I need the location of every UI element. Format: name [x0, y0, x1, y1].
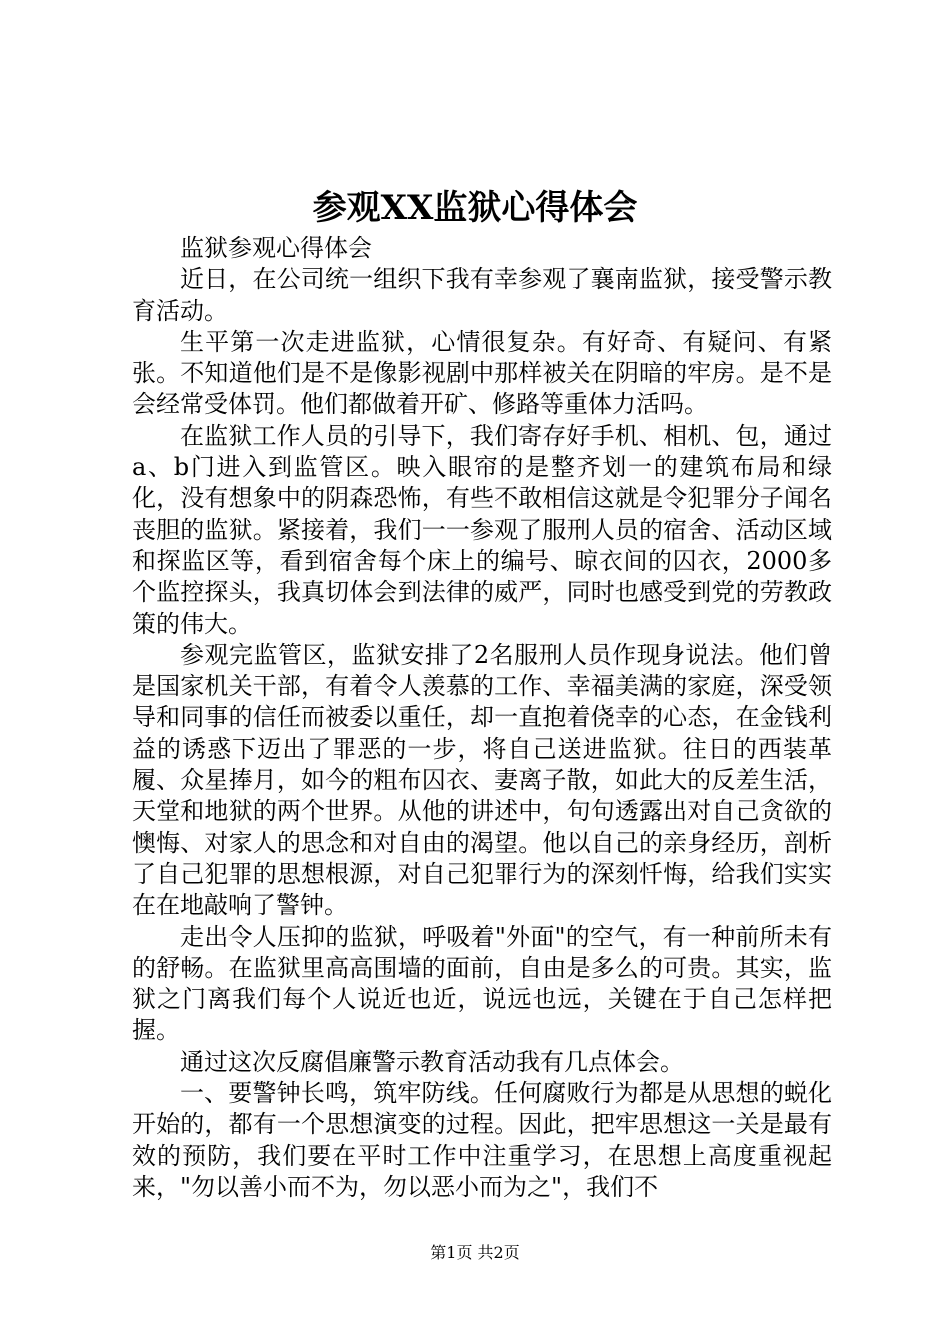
paragraph-subtitle: 监狱参观心得体会	[180, 234, 372, 262]
document-body	[132, 233, 832, 1203]
document-title: 参观XX监狱心得体会	[312, 188, 638, 228]
paragraph: 在监狱工作人员的引导下，我们寄存好手机、相机、包，通过a、b门进入到监管区。映入眼帘的是整齐划一的建筑布局和绿化，没有想象中的阴森恐怖，有些不敢相信这就是令犯罪分子闻名丧胆的监狱。紧接着，我们一一参观了服刑人员的宿舍、活动区域和探监区等，看到宿舍每个床上的编号、晾衣间的囚衣，2000多个监控探头，我真切体会到法律的威严，同时也感受到党的劳教政策的伟大。	[132, 421, 832, 638]
paragraph: 生平第一次走进监狱，心情很复杂。有好奇、有疑问、有紧张。不知道他们是不是像影视剧中那样被关在阴暗的牢房。是不是会经常受体罚。他们都做着开矿、修路等重体力活吗。	[132, 327, 832, 419]
paragraph: 参观完监管区，监狱安排了2名服刑人员作现身说法。他们曾是国家机关干部，有着令人羡慕的工作、幸福美满的家庭，深受领导和同事的信任而被委以重任，却一直抱着侥幸的心态，在金钱利益的诱惑下迈出了罪恶的一步，将自己送进监狱。往日的西装革履、众星捧月，如今的粗布囚衣、妻离子散，如此大的反差生活，天堂和地狱的两个世界。从他的讲述中，句句透露出对自己贪欲的懊悔、对家人的思念和对自由的渴望。他以自己的亲身经历，剖析了自己犯罪的思想根源，对自己犯罪行为的深刻忏悔，给我们实实在在地敲响了警钟。	[132, 640, 832, 920]
paragraph: 近日，在公司统一组织下我有幸参观了襄南监狱，接受警示教育活动。	[132, 265, 832, 325]
paragraph: 通过这次反腐倡廉警示教育活动我有几点体会。	[180, 1047, 684, 1076]
paragraph: 一、要警钟长鸣，筑牢防线。任何腐败行为都是从思想的蜕化开始的，都有一个思想演变的过程。因此，把牢思想这一关是最有效的预防，我们要在平时工作中注重学习，在思想上高度重视起来，"勿以善小而不为，勿以恶小而为之"，我们不	[132, 1079, 832, 1201]
page-footer: 第1页 共2页	[430, 1243, 520, 1262]
paragraph: 走出令人压抑的监狱，呼吸着"外面"的空气，有一种前所未有的舒畅。在监狱里高高围墙的面前，自由是多么的可贵。其实，监狱之门离我们每个人说近也近，说远也远，关键在于自己怎样把握。	[132, 922, 832, 1045]
